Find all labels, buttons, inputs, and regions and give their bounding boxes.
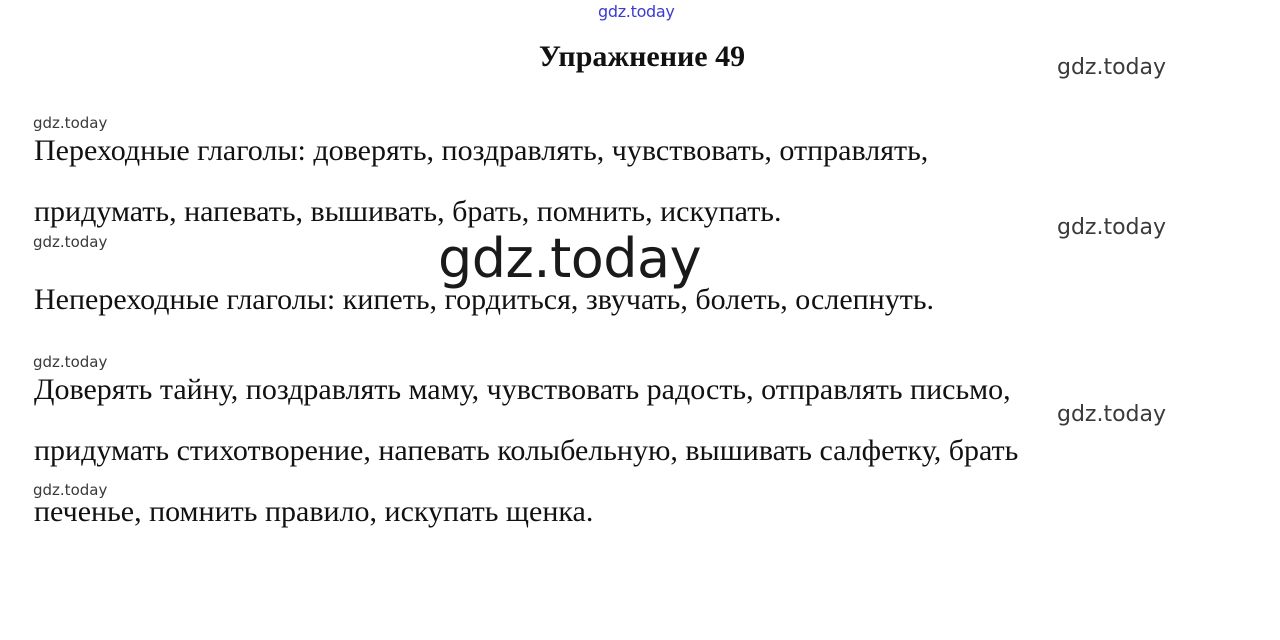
watermark-left: gdz.today: [33, 233, 108, 251]
watermark-left: gdz.today: [33, 353, 108, 371]
exercise-title: Упражнение 49: [538, 40, 746, 73]
phrases-line-end: печенье, помнить правило, искупать щенка.: [34, 495, 594, 528]
watermark-right: gdz.today: [1057, 402, 1167, 427]
transitive-verbs-line-continued: придумать, напевать, вышивать, брать, помнить, искупать.: [34, 195, 782, 228]
watermark-left: gdz.today: [33, 481, 108, 499]
transitive-verbs-line: Переходные глаголы: доверять, поздравлять, чувствовать, отправлять,: [34, 134, 929, 167]
watermark-center: gdz.today: [438, 227, 702, 290]
watermark-left: gdz.today: [33, 114, 108, 132]
intransitive-verbs-line: Непереходные глаголы: кипеть, гордиться, звучать, болеть, ослепнуть.: [34, 283, 935, 316]
phrases-line-continued: придумать стихотворение, напевать колыбельную, вышивать салфетку, брать: [34, 434, 1019, 467]
watermark-right: gdz.today: [1057, 215, 1167, 240]
watermark-top: gdz.today: [598, 2, 675, 21]
watermark-right: gdz.today: [1057, 55, 1167, 80]
phrases-line: Доверять тайну, поздравлять маму, чувствовать радость, отправлять письмо,: [34, 373, 1011, 406]
